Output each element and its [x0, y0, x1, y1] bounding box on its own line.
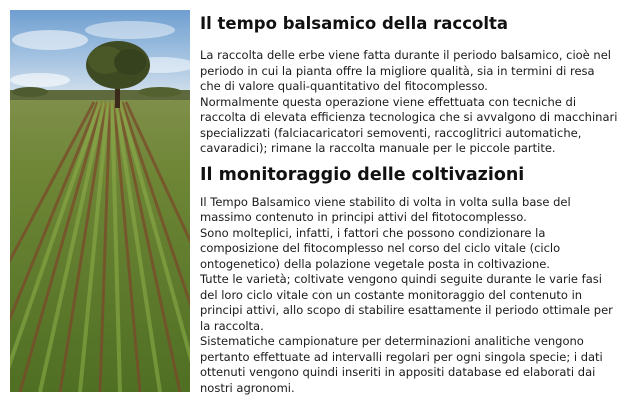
- text-line: ottenuti vengono quindi inseriti in appositi database ed elaborati dai: [200, 365, 596, 379]
- section-body-monitoring: [200, 195, 625, 397]
- text-line: Tutte le varietà; coltivate vengono quindi seguite durante le varie fasi: [200, 272, 602, 286]
- section-body-harvest: [200, 48, 625, 157]
- text-line: periodo in cui la pianta offre la migliore qualità, sia in termini di resa: [200, 63, 595, 78]
- text-line: massimo contenuto in principi attivi del fitotocomplesso.: [200, 210, 527, 224]
- text-line: Sistematiche campionature per determinazioni analitiche vengono: [200, 334, 584, 348]
- text-line: del loro ciclo vitale con un costante monitoraggio del contenuto in: [200, 287, 583, 302]
- text-line: La raccolta delle erbe viene fatta durante il periodo balsamico, cioè nel: [200, 48, 611, 62]
- field-illustration: [10, 10, 190, 392]
- article-content: [200, 12, 625, 396]
- text-line: nostri agronomi.: [200, 380, 295, 395]
- text-line: ontogenetico) della polazione vegetale posta in coltivazione.: [200, 256, 550, 271]
- text-line: cavaradici); rimane la raccolta manuale per le piccole partite.: [200, 141, 556, 155]
- text-line: raccolta di elevata efficienza tecnologica che si avvalgono di macchinari: [200, 110, 618, 124]
- text-line: la raccolta.: [200, 318, 264, 333]
- text-line: principi attivi, allo scopo di stabilire esattamente il periodo ottimale per: [200, 303, 613, 317]
- text-line: Normalmente questa operazione viene effettuata con tecniche di: [200, 94, 577, 109]
- text-line: Il Tempo Balsamico viene stabilito di volta in volta sulla base del: [200, 194, 571, 209]
- section-title-harvest: Il tempo balsamico della raccolta: [200, 14, 509, 33]
- text-line: Sono molteplici, infatti, i fattori che possono condizionare la: [200, 225, 546, 240]
- text-line: composizione del fitocomplesso nel corso del ciclo vitale (ciclo: [200, 241, 561, 255]
- text-line: che di valore quali-quantitativo del fitocomplesso.: [200, 79, 488, 93]
- section-title-monitoring: Il monitoraggio delle coltivazioni: [200, 164, 525, 185]
- text-line: specializzati (falciacaricatori semoventi, raccoglitrici automatiche,: [200, 125, 582, 140]
- text-line: pertanto effettuate ad intervalli regolari per ogni singola specie; i dati: [200, 349, 603, 364]
- field-photo: [10, 10, 190, 392]
